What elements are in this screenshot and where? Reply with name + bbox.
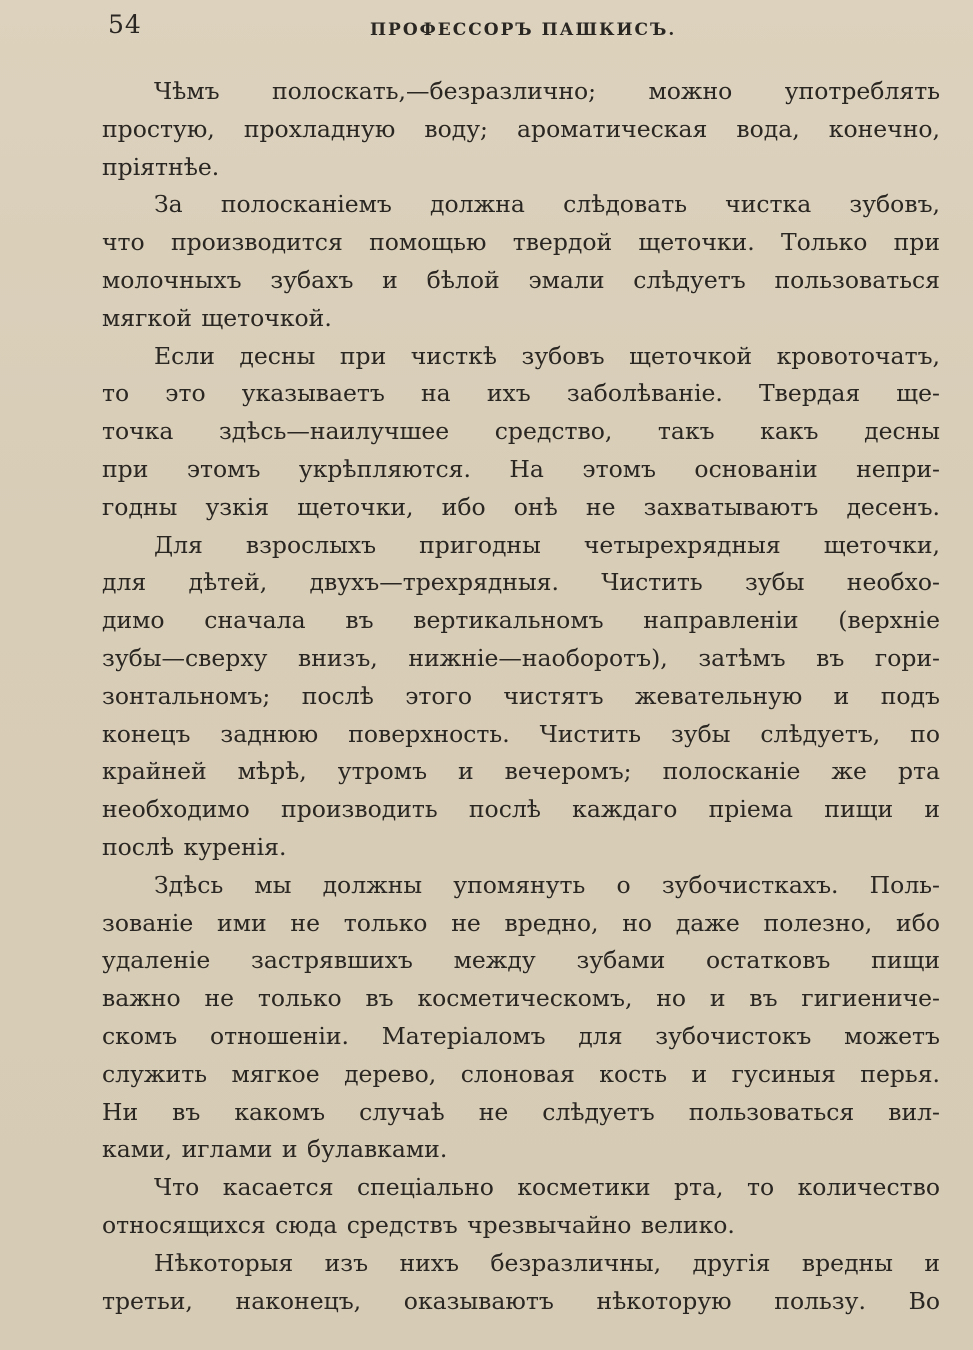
text-line: Чѣмъ полоскать,—безразлично; можно употреблять	[154, 77, 940, 105]
text-line: Здѣсь мы должны упомянуть о зубочисткахъ. Поль-	[154, 870, 940, 899]
text-line: Нѣкоторыя изъ нихъ безразличны, другія вредны и	[154, 1248, 940, 1277]
text-line: скомъ отношеніи. Матеріаломъ для зубочистокъ можетъ	[102, 1021, 940, 1050]
text-line: то это указываетъ на ихъ заболѣваніе. Твердая ще-	[102, 379, 940, 408]
text-line: точка здѣсь—наилучшее средство, такъ какъ десны	[102, 417, 940, 446]
text-line: послѣ куренія.	[102, 832, 287, 861]
text-line: Для взрослыхъ пригодны четырехрядныя щеточки,	[154, 530, 940, 559]
text-line: Что касается спеціально косметики рта, то количество	[154, 1173, 940, 1202]
paragraph	[102, 1245, 940, 1321]
text-line: За полосканіемъ должна слѣдовать чистка зубовъ,	[154, 190, 940, 219]
paragraph	[102, 527, 940, 867]
text-line: Если десны при чисткѣ зубовъ щеточкой кровоточатъ,	[154, 341, 940, 370]
text-line: Ни въ какомъ случаѣ не слѣдуетъ пользоваться вил-	[102, 1097, 940, 1126]
paragraph	[102, 338, 940, 527]
page-header	[100, 10, 940, 50]
text-line: третьи, наконецъ, оказываютъ нѣкоторую пользу. Во	[102, 1286, 940, 1315]
text-line: молочныхъ зубахъ и бѣлой эмали слѣдуетъ пользоваться	[102, 265, 940, 294]
paragraph	[102, 1169, 940, 1245]
text-line: при этомъ укрѣпляются. На этомъ основаніи непри-	[102, 454, 940, 483]
body-text	[102, 73, 940, 1320]
text-line: удаленіе застрявшихъ между зубами остатковъ пищи	[102, 946, 940, 975]
text-line: служить мягкое дерево, слоновая кость и гусиныя перья.	[102, 1059, 940, 1088]
text-line: простую, прохладную воду; ароматическая вода, конечно,	[102, 114, 940, 143]
text-line: ками, иглами и булавками.	[102, 1135, 448, 1164]
text-line: крайней мѣрѣ, утромъ и вечеромъ; полосканіе же рта	[102, 757, 940, 786]
page-number: 54	[108, 10, 142, 39]
text-line: годны узкія щеточки, ибо онѣ не захватываютъ десенъ.	[102, 492, 940, 521]
text-line: важно не только въ косметическомъ, но и въ гигиениче-	[102, 984, 940, 1013]
text-line: зонтальномъ; послѣ этого чистятъ жевательную и подъ	[102, 681, 940, 710]
text-line: зубы—сверху внизъ, нижніе—наоборотъ), затѣмъ въ гори-	[102, 643, 940, 672]
text-line: зованіе ими не только не вредно, но даже полезно, ибо	[102, 908, 940, 937]
text-line: мягкой щеточкой.	[102, 303, 332, 332]
paragraph	[102, 73, 940, 186]
text-line: необходимо производить послѣ каждаго пріема пищи и	[102, 795, 940, 824]
text-line: конецъ заднюю поверхность. Чистить зубы слѣдуетъ, по	[102, 719, 940, 748]
paragraph	[102, 867, 940, 1169]
text-line: что производится помощью твердой щеточки. Только при	[102, 228, 940, 257]
paragraph	[102, 186, 940, 337]
text-line: для дѣтей, двухъ—трехрядныя. Чистить зубы необхо-	[102, 568, 940, 597]
text-line: димо сначала въ вертикальномъ направленіи (верхніе	[102, 606, 940, 635]
text-line: относящихся сюда средствъ чрезвычайно велико.	[102, 1210, 735, 1239]
running-head: ПРОФЕССОРЪ ПАШКИСЪ.	[370, 20, 677, 40]
text-line: пріятнѣе.	[102, 152, 220, 181]
